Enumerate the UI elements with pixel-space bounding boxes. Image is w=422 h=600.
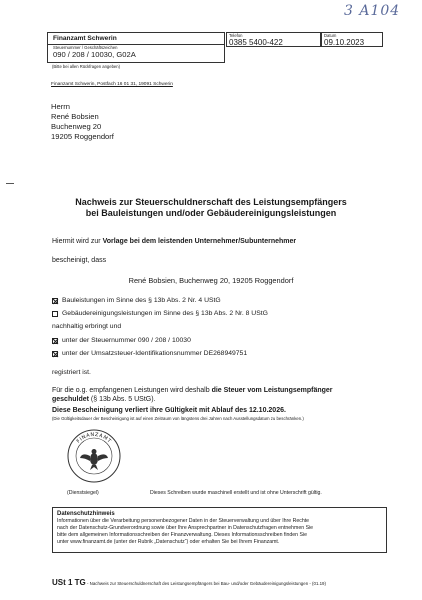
privacy-line: nach der Datenschutz-Grundverordnung sowie über Ihre Ansprechpartner in Datenschutzfragen entnehmen Sie (57, 525, 314, 531)
tax-number: 090 / 208 / 10030, G02A (53, 50, 136, 59)
option-steuernummer-label: unter der Steuernummer 090 / 208 / 10030 (62, 337, 191, 344)
option-bauleistungen-label: Bauleistungen im Sinne des § 13b Abs. 2 Nr. 4 UStG (62, 297, 221, 304)
liability-part2: (§ 13b Abs. 5 UStG). (88, 396, 156, 403)
option-gebaeudereinigung-label: Gebäudereinigungsleistungen im Sinne des § 13b Abs. 2 Nr. 8 UStG (62, 310, 268, 317)
validity-text: Diese Bescheinigung verliert ihre Gültigkeit mit Ablauf des 12.10.2026. (52, 407, 286, 414)
seal-caption: (Dienstsiegel) (67, 490, 99, 496)
fold-mark (6, 183, 14, 184)
liability-text (52, 386, 387, 404)
recipient-name: René Bobsien (51, 112, 99, 121)
office-name: Finanzamt Schwerin (53, 35, 117, 42)
checkbox-ustid[interactable] (52, 351, 58, 357)
office-box (47, 32, 225, 63)
seal-ring-text: FINANZAMT (75, 431, 113, 445)
tax-number-note: (Bitte bei allen Rückfragen angeben) (52, 64, 120, 69)
document-title (30, 197, 392, 219)
phone-box (226, 32, 321, 47)
certify-text: bescheinigt, dass (52, 257, 107, 264)
intro-bold: Vorlage bei dem leistenden Unternehmer/Subunternehmer (102, 238, 297, 245)
date-caption: Datum (324, 33, 337, 38)
handwritten-note: 3 A104 (344, 3, 401, 19)
date-box (321, 32, 383, 47)
entity-line: René Bobsien, Buchenweg 20, 19205 Roggendorf (128, 276, 294, 285)
tax-number-caption: Steuernummer / Geschäftszeichen (53, 45, 118, 50)
intro-text (52, 238, 296, 245)
privacy-line: bitte dem allgemeinen Informationsschreiben der Finanzverwaltung. Dieses Informationsschreiben finden Sie (57, 532, 307, 538)
sustained-text: nachhaltig erbringt und (52, 323, 122, 330)
recipient-street: Buchenweg 20 (51, 122, 102, 131)
title-line-2: bei Bauleistungen und/oder Gebäudereinigungsleistungen (85, 208, 337, 218)
privacy-line: unter www.finanzamt.de (unter der Rubrik „Datenschutz“) oder erhalten Sie bei Ihrem Finanzamt. (57, 539, 280, 545)
privacy-heading: Datenschutzhinweis (57, 511, 115, 517)
intro-prefix: Hiermit wird zur (52, 238, 103, 245)
form-footer (52, 572, 326, 590)
checkbox-gebaeudereinigung[interactable] (52, 311, 58, 317)
checkbox-bauleistungen[interactable] (52, 298, 58, 304)
liability-bold1: die Steuer vom Leistungsempfänger (211, 387, 333, 394)
date-value: 09.10.2023 (324, 38, 365, 47)
privacy-line: Informationen über die Verarbeitung personenbezogener Daten in der Steuerverwaltung und über Ihre Rechte (57, 518, 310, 524)
form-id: USt 1 TG (52, 578, 86, 587)
option-bauleistungen (52, 297, 221, 304)
registered-text: registriert ist. (52, 369, 91, 376)
recipient-salutation: Herrn (51, 102, 70, 111)
machine-note: Dieses Schreiben wurde maschinell erstellt und ist ohne Unterschrift gültig. (150, 490, 322, 496)
recipient-city: 19205 Roggendorf (51, 132, 114, 141)
option-steuernummer (52, 337, 191, 344)
phone-number: 0385 5400-422 (229, 38, 283, 47)
liability-part1: Für die o.g. empfangenen Leistungen wird deshalb (52, 387, 212, 394)
checkbox-steuernummer[interactable] (52, 338, 58, 344)
eagle-icon (80, 449, 108, 470)
option-ustid (52, 350, 247, 357)
option-gebaeudereinigung (52, 310, 268, 317)
recipient-address (51, 102, 114, 142)
official-seal (66, 428, 122, 484)
option-ustid-label: unter der Umsatzsteuer-Identifikationsnummer DE268949751 (62, 350, 248, 357)
sender-line: Finanzamt Schwerin, Postfach 16 01 31, 19091 Schwerin (51, 82, 173, 87)
validity-note: (Die Gültigkeitsdauer der Bescheinigung ist auf einen Zeitraum von längstens drei Jahren nach Ausstellungsdatum zu beschränken.) (52, 416, 304, 421)
liability-bold2: geschuldet (52, 396, 89, 403)
form-description: - Nachweis zur Steuerschuldnerschaft des Leistungsempfängers bei Bau- und/oder Gebäudereinigungsleistungen - (01.19) (85, 581, 326, 586)
phone-caption: Telefon (229, 33, 243, 38)
title-line-1: Nachweis zur Steuerschuldnerschaft des Leistungsempfängers (75, 197, 347, 207)
privacy-box (52, 507, 387, 553)
